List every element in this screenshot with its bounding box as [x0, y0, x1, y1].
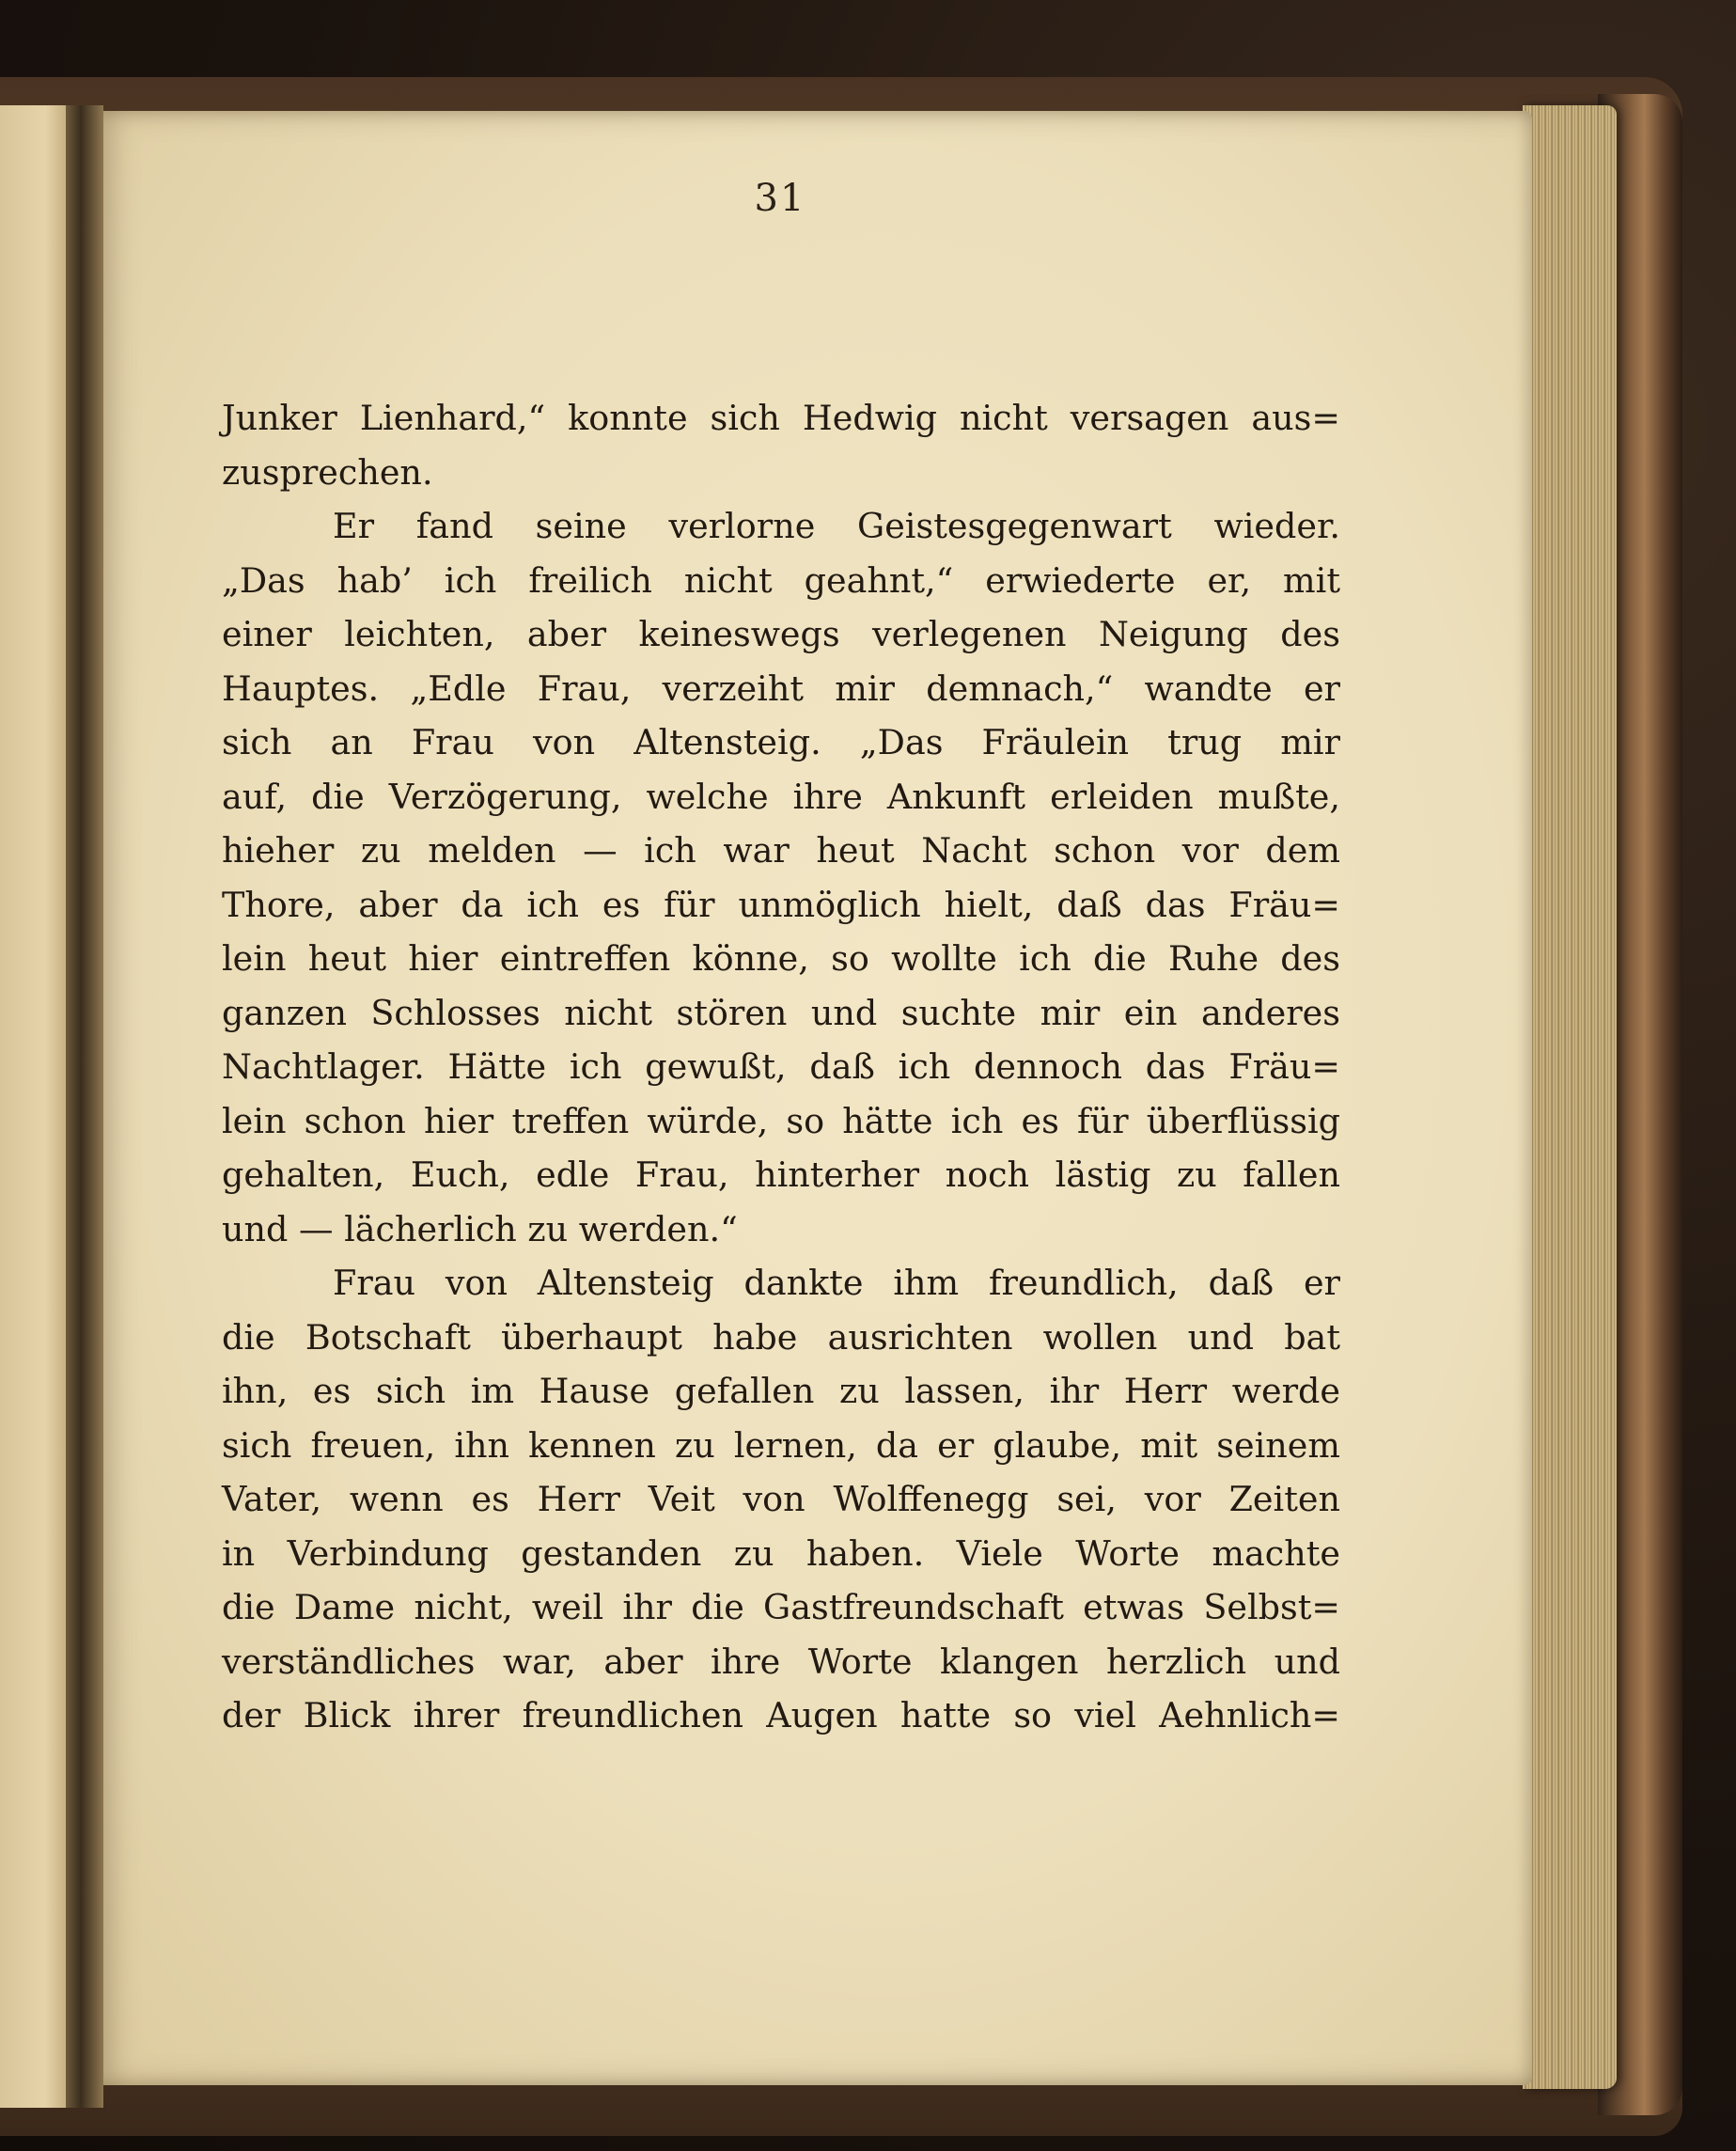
text-line: in Verbindung gestanden zu haben. Viele Worte machte: [222, 1532, 1340, 1574]
text-line: lein schon hier treffen würde, so hätte ich es für überflüssig: [222, 1100, 1340, 1141]
text-line: sich freuen, ihn kennen zu lernen, da er glaube, mit seinem: [222, 1424, 1340, 1466]
text-line: lein heut hier eintreffen könne, so wollte ich die Ruhe des: [222, 938, 1340, 979]
page-block-edges: [1523, 105, 1617, 2089]
text-line: ihn, es sich im Hause gefallen zu lassen, ihr Herr werde: [222, 1371, 1340, 1411]
text-line: Vater, wenn es Herr Veit von Wolffenegg sei, vor Zeiten: [222, 1479, 1340, 1519]
text-line: sich an Frau von Altensteig. „Das Fräulein trug mir: [222, 722, 1340, 762]
text-line: verständliches war, aber ihre Worte klangen herzlich und: [222, 1641, 1340, 1682]
text-line: Er fand seine verlorne Geistesgegenwart wieder.: [333, 506, 1340, 546]
page-number: 31: [754, 177, 806, 220]
facing-page: [0, 105, 75, 2108]
text-line: gehalten, Euch, edle Frau, hinterher noch lästig zu fallen: [222, 1154, 1340, 1195]
text-line: Nachtlager. Hätte ich gewußt, daß ich dennoch das Fräu=: [222, 1046, 1340, 1087]
text-line: Junker Lienhard,“ konnte sich Hedwig nicht versagen aus=: [222, 398, 1340, 438]
text-line: die Dame nicht, weil ihr die Gastfreundschaft etwas Selbst=: [222, 1587, 1340, 1627]
text-line: Frau von Altensteig dankte ihm freundlich, daß er: [333, 1263, 1340, 1303]
text-line: einer leichten, aber keineswegs verlegenen Neigung des: [222, 614, 1340, 654]
text-line: auf, die Verzögerung, welche ihre Ankunft erleiden mußte,: [222, 776, 1340, 817]
text-line: „Das hab’ ich freilich nicht geahnt,“ erwiederte er, mit: [222, 559, 1340, 601]
text-line: Thore, aber da ich es für unmöglich hielt, daß das Fräu=: [222, 884, 1340, 925]
text-line: hieher zu melden — ich war heut Nacht schon vor dem: [222, 830, 1340, 871]
text-line: und — lächerlich zu werden.“: [222, 1208, 738, 1249]
text-line: zusprechen.: [222, 451, 433, 493]
text-line: die Botschaft überhaupt habe ausrichten wollen und bat: [222, 1316, 1340, 1358]
text-line: der Blick ihrer freundlichen Augen hatte so viel Aehnlich=: [222, 1695, 1340, 1735]
body-text: [222, 391, 1340, 1743]
text-line: Hauptes. „Edle Frau, verzeiht mir demnach,“ wandte er: [222, 667, 1340, 709]
text-line: ganzen Schlosses nicht stören und suchte mir ein anderes: [222, 992, 1340, 1033]
book-gutter: [66, 105, 103, 2108]
